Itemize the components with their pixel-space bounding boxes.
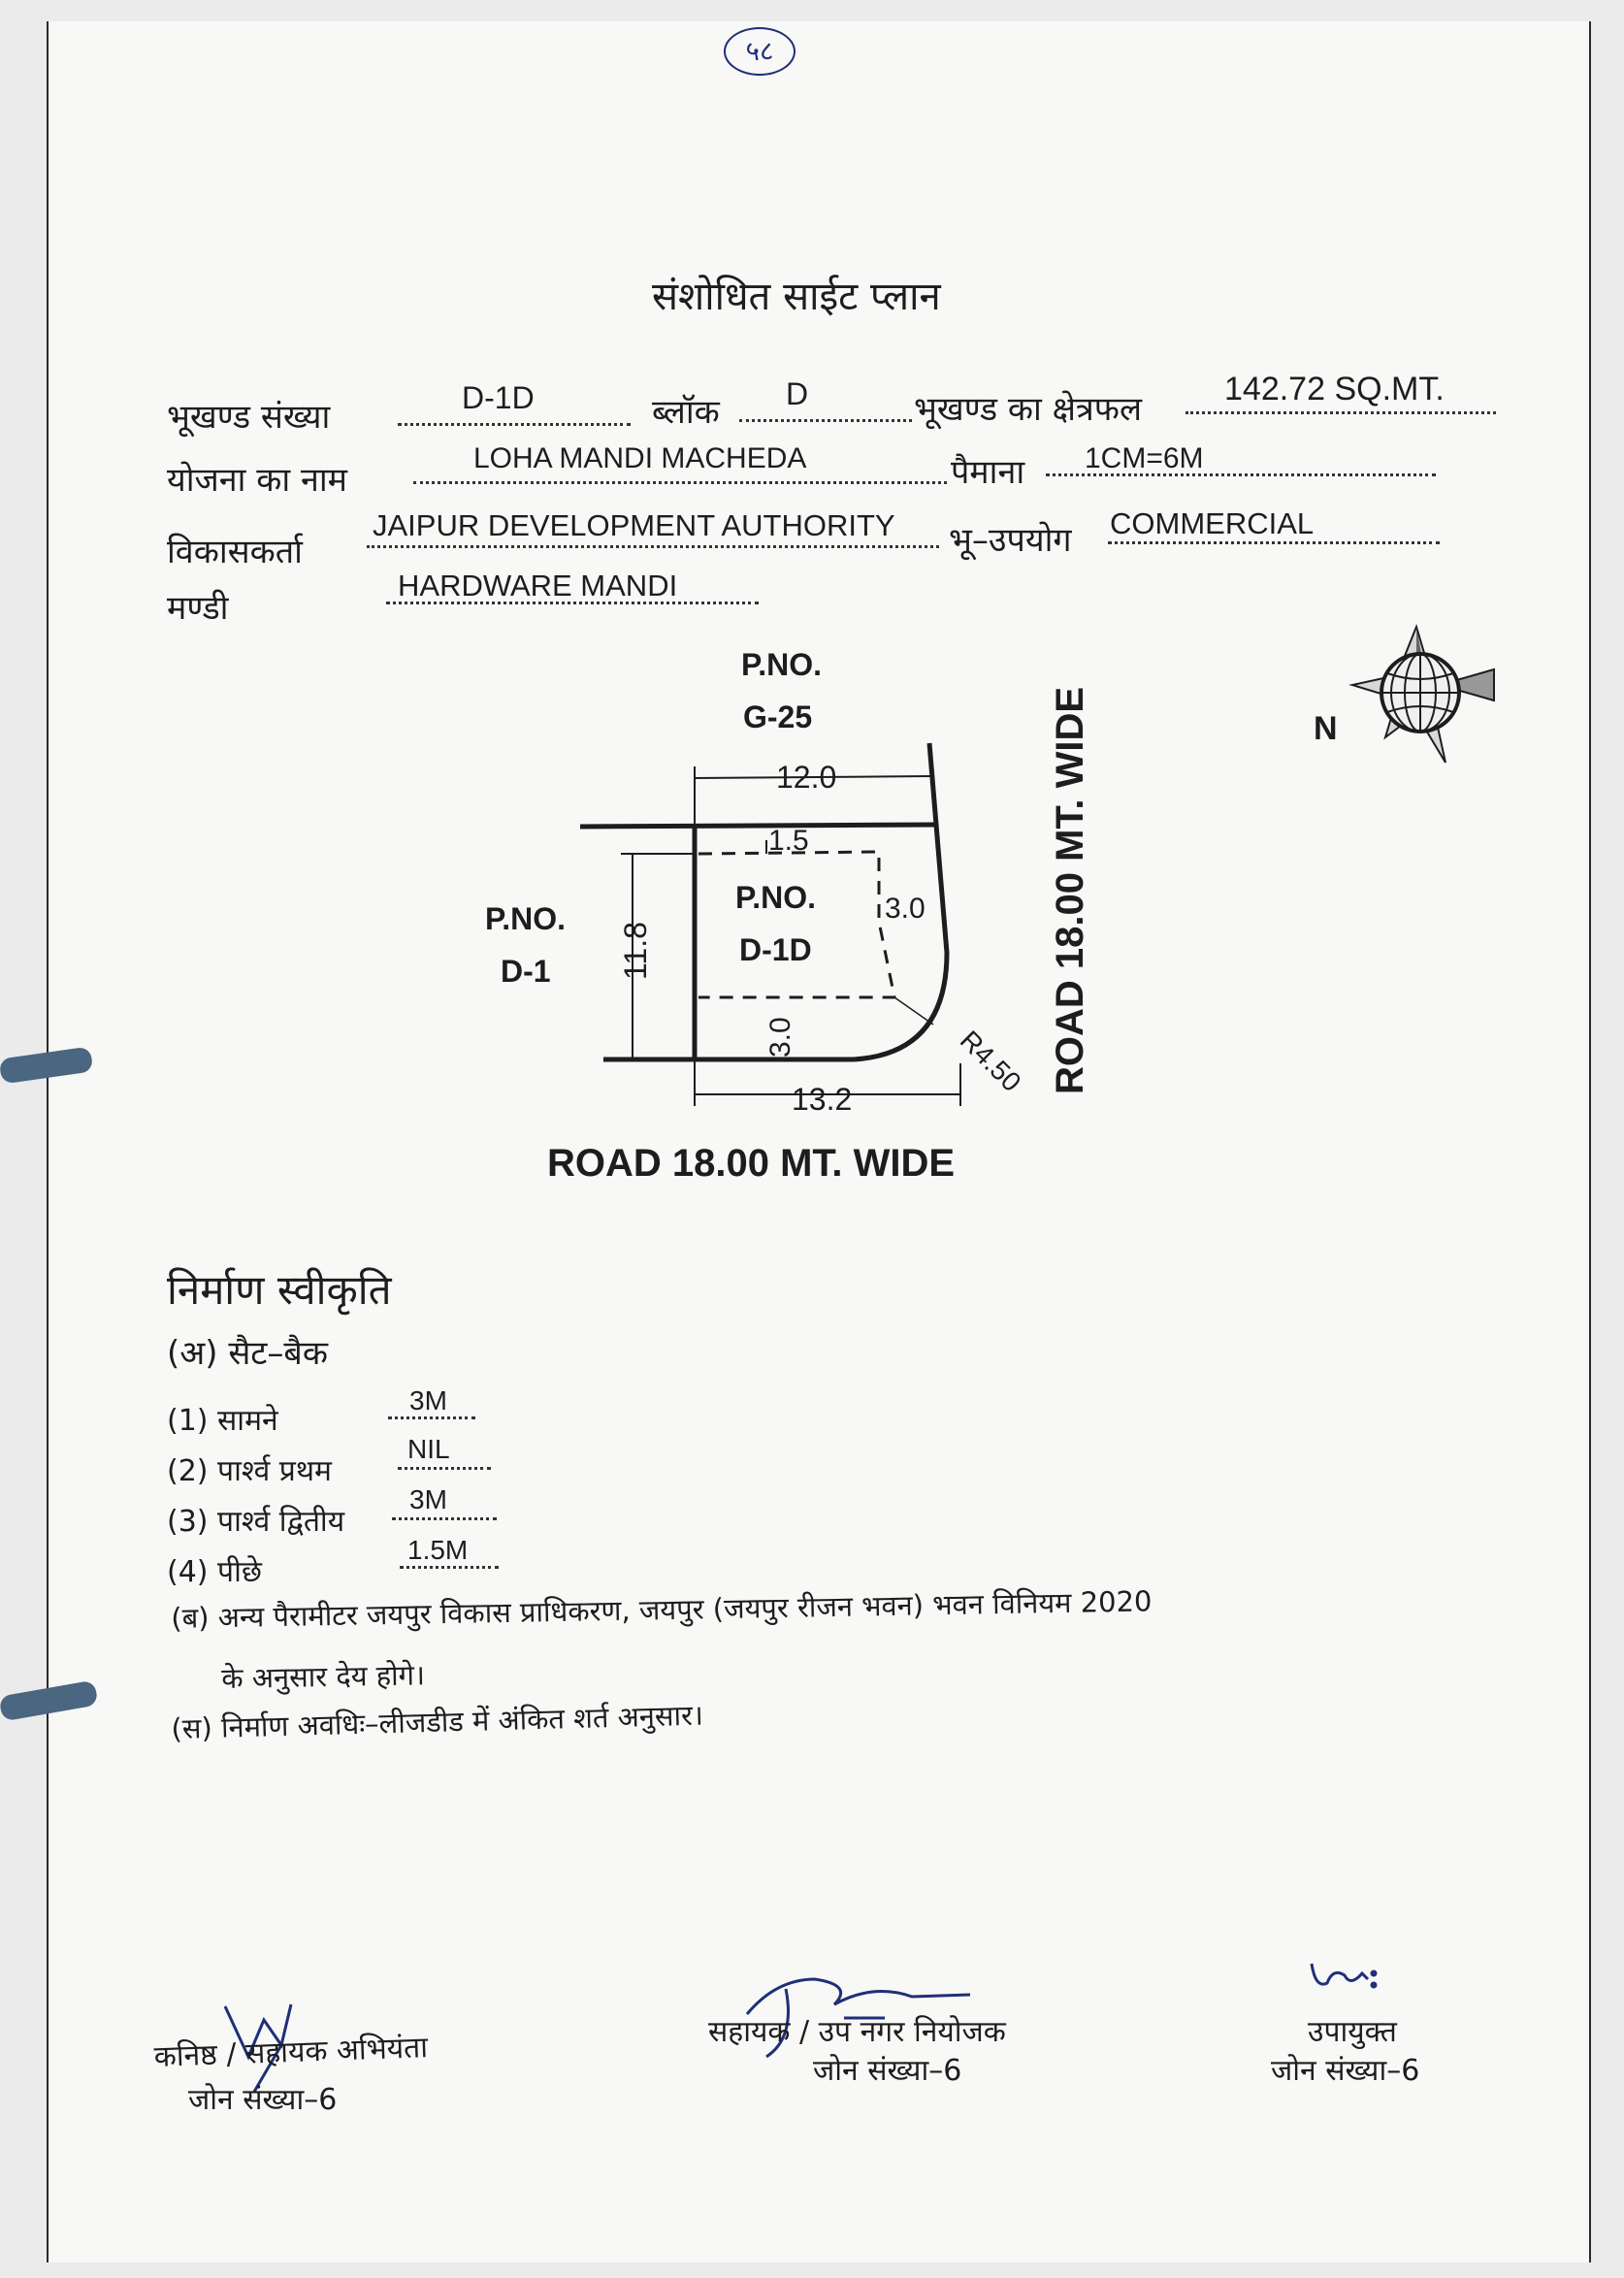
scheme-label: योजना का नाम	[167, 461, 347, 500]
scheme-value: LOHA MANDI MACHEDA	[473, 442, 807, 474]
setback-side: 3.0	[885, 893, 926, 925]
signatory-3-zone: जोन संख्या–6	[1271, 2054, 1420, 2088]
west-plot-label: P.NO.	[485, 901, 566, 936]
setback-item-front-value: 3M	[409, 1385, 447, 1416]
setback-front: 3.0	[764, 1017, 796, 1058]
area-label: भूखण्ड का क्षेत्रफल	[914, 390, 1142, 429]
developer-label: विकासकर्ता	[167, 533, 303, 571]
plot-label: P.NO.	[735, 880, 816, 915]
landuse-label: भू–उपयोग	[949, 521, 1072, 560]
block-label: ब्लॉक	[652, 393, 720, 432]
landuse-value: COMMERCIAL	[1110, 506, 1315, 540]
road-south-label: ROAD 18.00 MT. WIDE	[547, 1142, 956, 1185]
plot-no-value: D-1D	[462, 380, 535, 415]
note-b-line2: के अनुसार देय होगे।	[221, 1658, 426, 1695]
mandi-label: मण्डी	[167, 589, 229, 628]
setback-item-rear-value: 1.5M	[407, 1535, 469, 1565]
setback-item-side1-value: NIL	[407, 1434, 450, 1464]
signature-3	[1312, 1964, 1376, 1987]
scale-value: 1CM=6M	[1085, 442, 1204, 474]
dim-bottom: 13.2	[792, 1082, 853, 1117]
dim-top: 12.0	[776, 760, 837, 795]
signatory-2-zone: जोन संख्या–6	[813, 2054, 962, 2088]
road-east-label: ROAD 18.00 MT. WIDE	[1049, 686, 1091, 1094]
developer-value: JAIPUR DEVELOPMENT AUTHORITY	[373, 508, 895, 542]
setback-rear: 1.5	[768, 825, 809, 857]
west-plot-id: D-1	[501, 954, 551, 989]
block-value: D	[786, 376, 809, 411]
setback-item-side1-label: (2) पार्श्व प्रथम	[167, 1454, 332, 1488]
north-letter: N	[1314, 710, 1338, 747]
page-title: संशोधित साईट प्लान	[652, 275, 941, 319]
signatory-3-title: उपायुक्त	[1308, 2015, 1397, 2049]
note-b-line1: (ब) अन्य पैरामीटर जयपुर विकास प्राधिकरण, जयपुर (जयपुर रीजन भवन) भवन विनियम 2020	[171, 1584, 1153, 1635]
note-c: (स) निर्माण अवधिः–लीजडीड में अंकित शर्त अनुसार।	[171, 1698, 704, 1745]
mandi-value: HARDWARE MANDI	[398, 569, 678, 602]
corner-radius: R4.50	[954, 1025, 1027, 1098]
signatory-1-zone: जोन संख्या–6	[188, 2083, 338, 2117]
signatory-1-title: कनिष्ठ / सहायक अभियंता	[153, 2031, 429, 2074]
scale-label: पैमाना	[951, 453, 1025, 492]
plot-no-label: भूखण्ड संख्या	[167, 398, 331, 437]
setback-item-side2-label: (3) पार्श्व द्वितीय	[167, 1505, 345, 1539]
setback-item-front-label: (1) सामने	[167, 1404, 278, 1438]
setback-item-side2-value: 3M	[409, 1484, 447, 1514]
sanction-heading: निर्माण स्वीकृति	[167, 1266, 392, 1314]
plot-id: D-1D	[739, 932, 812, 967]
dim-left: 11.8	[618, 922, 653, 980]
page-number: ५८	[724, 27, 796, 76]
area-value: 142.72 SQ.MT.	[1224, 371, 1445, 407]
signatory-2-title: सहायक / उप नगर नियोजक	[708, 2015, 1006, 2049]
setback-item-rear-label: (4) पीछे	[167, 1555, 262, 1589]
north-plot-label: P.NO.	[741, 647, 822, 682]
north-plot-id: G-25	[743, 700, 813, 734]
setback-heading: (अ) सैट–बैक	[167, 1334, 328, 1373]
